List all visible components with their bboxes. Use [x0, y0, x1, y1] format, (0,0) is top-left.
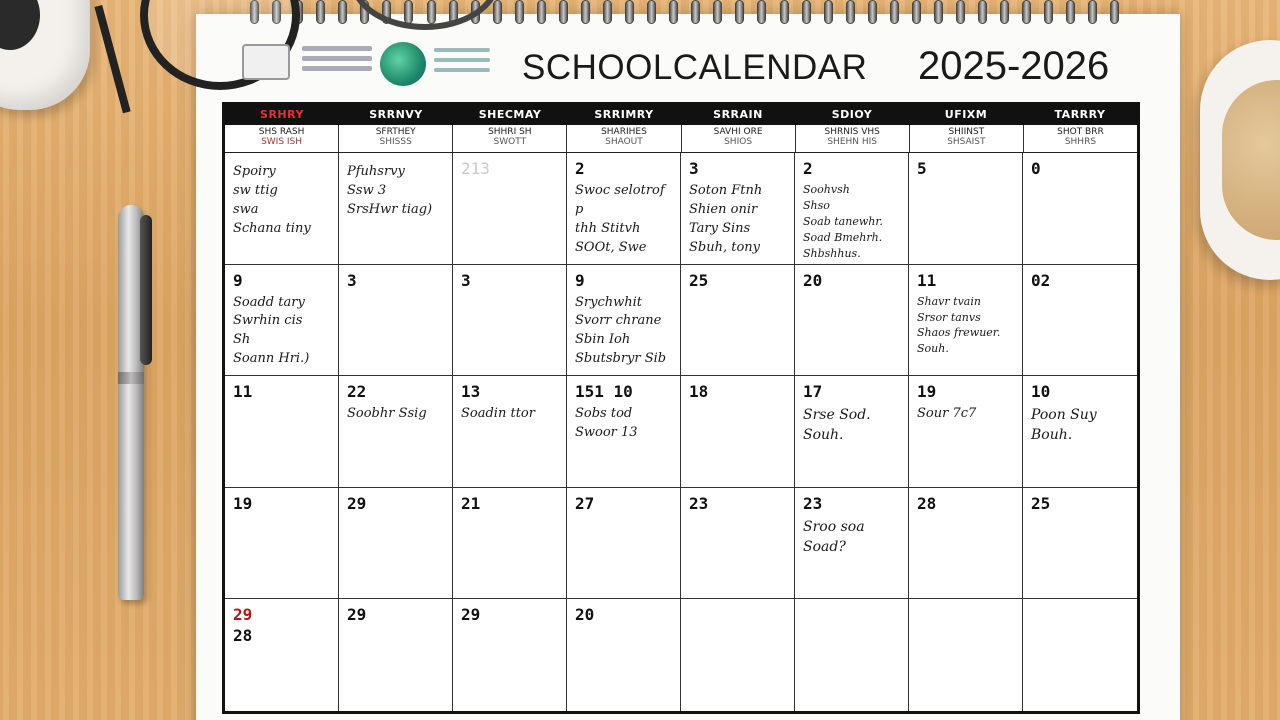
day-number: 29 [347, 493, 367, 513]
subheader-line1: SHIINST [948, 127, 985, 137]
day-number: 213 [461, 159, 490, 178]
day-cell[interactable] [681, 153, 795, 265]
day-number: 17 [803, 382, 823, 402]
spiral-ring [780, 0, 789, 24]
day-cell[interactable] [909, 265, 1023, 377]
day-number: 5 [917, 159, 927, 178]
day-note: Soton Ftnh Shien onir Tary Sins Sbuh, tony [689, 183, 763, 255]
subheader-line2: SWIS ISH [261, 136, 303, 147]
weekday-header: SRRNVY [369, 108, 423, 121]
spiral-ring [603, 0, 612, 24]
spiral-ring [493, 0, 502, 24]
spiral-ring [846, 0, 855, 24]
weekday-subheader [567, 125, 681, 152]
day-note: Poon Suy Bouh. [1031, 407, 1097, 444]
globe-logo-icon [380, 42, 426, 86]
spiral-ring [647, 0, 656, 24]
weekday-subheader [339, 125, 453, 152]
day-number: 29 [233, 605, 253, 625]
day-cell[interactable] [795, 265, 909, 377]
calendar-weeks [225, 153, 1137, 711]
day-number: 9 [575, 270, 585, 290]
day-cell[interactable] [567, 376, 681, 488]
day-number: 22 [347, 382, 367, 402]
spiral-ring [934, 0, 943, 24]
day-cell[interactable] [795, 488, 909, 600]
weekday-header: SRRAIN [713, 108, 763, 121]
weekday-subheader [453, 125, 567, 152]
mug-icon [0, 0, 90, 110]
day-cell[interactable] [1023, 153, 1137, 265]
subheader-line1: SHS RASH [258, 127, 305, 137]
day-note: Sroo soa Soad? [803, 518, 865, 556]
weekday-subheader [682, 125, 796, 152]
day-cell[interactable] [681, 599, 795, 711]
day-cell[interactable] [453, 153, 567, 265]
day-note: Soohvsh Shso Soab tanewhr. Soad Bmehrh. Shbshhus. [803, 183, 883, 260]
day-cell[interactable] [1023, 376, 1137, 488]
day-cell[interactable] [1023, 599, 1137, 711]
day-cell[interactable] [1023, 488, 1137, 600]
school-logo [242, 42, 492, 86]
weekday-header-bar [225, 105, 1137, 125]
day-number: 20 [575, 605, 595, 625]
day-number: 10 [1031, 382, 1051, 402]
day-cell[interactable] [225, 488, 339, 600]
day-note: Sour 7c7 [917, 406, 977, 422]
spiral-ring [537, 0, 546, 24]
day-cell[interactable] [453, 599, 567, 711]
spiral-ring [1110, 0, 1119, 24]
day-number: 25 [1031, 493, 1051, 513]
weekday-subheader-row [225, 125, 1137, 153]
weekday-header: SHECMAY [478, 108, 542, 121]
day-number: 13 [461, 382, 481, 402]
day-number: 29 [461, 605, 481, 625]
crest-icon [242, 44, 290, 80]
day-cell[interactable] [795, 376, 909, 488]
day-number: 11 [233, 382, 253, 402]
day-cell[interactable] [681, 376, 795, 488]
subheader-line1: SHARIHES [601, 127, 647, 137]
spiral-ring [581, 0, 590, 24]
weekday-subheader [910, 125, 1024, 152]
day-cell[interactable] [339, 265, 453, 377]
subheader-line2: SHHRS [1064, 136, 1097, 147]
spiral-ring [338, 0, 347, 24]
calendar-title: SCHOOLCALENDAR [522, 48, 868, 87]
day-cell[interactable] [909, 488, 1023, 600]
pen-clip [140, 215, 152, 365]
day-number: 9 [233, 270, 243, 290]
day-cell[interactable] [225, 599, 339, 711]
spiral-ring [1044, 0, 1053, 24]
day-cell[interactable] [567, 488, 681, 600]
day-number: 27 [575, 493, 595, 513]
day-cell[interactable] [339, 376, 453, 488]
spiral-ring [1088, 0, 1097, 24]
day-number: 18 [689, 382, 709, 402]
spiral-ring [802, 0, 811, 24]
day-number-secondary: 28 [233, 626, 253, 646]
day-note: Srse Sod. Souh. [803, 407, 871, 444]
spiral-ring [691, 0, 700, 24]
spiral-ring [713, 0, 722, 24]
day-cell[interactable] [909, 376, 1023, 488]
day-cell[interactable] [681, 265, 795, 377]
day-number: 23 [689, 493, 709, 513]
day-cell[interactable] [1023, 265, 1137, 377]
day-note: Shavr tvain Srsor tanvs Shaos frewuer. Souh. [917, 294, 1001, 356]
subheader-line1: SFRTHEY [375, 127, 416, 137]
day-cell[interactable] [909, 599, 1023, 711]
day-note: Soobhr Ssig [347, 406, 427, 422]
day-cell[interactable] [453, 265, 567, 377]
day-number: 19 [233, 493, 253, 513]
day-cell[interactable] [567, 153, 681, 265]
day-note: Soadin ttor [461, 406, 535, 422]
spiral-ring [1022, 0, 1031, 24]
day-cell[interactable] [453, 488, 567, 600]
day-cell[interactable] [567, 265, 681, 377]
spiral-ring [1000, 0, 1009, 24]
spiral-ring [978, 0, 987, 24]
day-number: 28 [917, 493, 937, 513]
day-cell[interactable] [909, 153, 1023, 265]
subheader-line1: SHRNIS VHS [824, 127, 880, 137]
calendar-year: 2025-2026 [918, 44, 1110, 88]
day-note: Spoiry sw ttig swa Schana tiny [233, 164, 311, 236]
day-cell[interactable] [567, 599, 681, 711]
logo-text-lines-2 [434, 48, 490, 78]
day-number: 02 [1031, 270, 1051, 290]
day-note: Pfuhsrvy Ssw 3 SrsHwr tiag) [347, 164, 433, 217]
day-cell[interactable] [225, 376, 339, 488]
spiral-ring [735, 0, 744, 24]
day-number: 29 [347, 605, 367, 625]
spiral-ring [757, 0, 766, 24]
day-number: 20 [803, 270, 823, 290]
day-number: 11 [917, 270, 937, 290]
spiral-ring [890, 0, 899, 24]
day-cell[interactable] [339, 488, 453, 600]
pen-band [118, 372, 144, 384]
spiral-ring [1066, 0, 1075, 24]
subheader-line1: SHHRI SH [488, 127, 532, 137]
logo-text-lines [302, 46, 372, 76]
subheader-line1: SAVHI ORE [713, 127, 763, 137]
spiral-ring [515, 0, 524, 24]
subheader-line1: SHOT BRR [1057, 127, 1104, 137]
spiral-ring [912, 0, 921, 24]
day-cell[interactable] [225, 265, 339, 377]
day-number: 3 [461, 270, 471, 290]
weekday-header: SRHRY [260, 108, 304, 121]
weekday-header: SDIOY [831, 108, 873, 121]
weekday-subheader [1024, 125, 1137, 152]
subheader-line2: SHAOUT [605, 136, 643, 147]
day-number: 151 10 [575, 382, 633, 402]
day-note: Soadd tary Swrhin cis Sh Soann Hri.) [233, 294, 310, 367]
day-cell[interactable] [453, 376, 567, 488]
day-note: Srychwhit Svorr chrane Sbin Ioh Sbutsbryr Sib [575, 294, 667, 367]
subheader-line2: SHIOS [724, 136, 753, 147]
spiral-ring [316, 0, 325, 24]
day-note: Sobs tod Swoor 13 [575, 406, 638, 441]
weekday-subheader [796, 125, 910, 152]
spiral-ring [824, 0, 833, 24]
calendar-grid [222, 102, 1140, 714]
weekday-header: SRRIMRY [594, 108, 654, 121]
weekday-header: UFIXM [944, 108, 988, 121]
subheader-line2: SHEHN HIS [827, 136, 878, 147]
spiral-ring [559, 0, 568, 24]
spiral-ring [669, 0, 678, 24]
subheader-line2: SHSAIST [947, 136, 986, 147]
day-number: 3 [689, 159, 699, 178]
day-number: 19 [917, 382, 937, 402]
day-cell[interactable] [339, 153, 453, 265]
day-note: Swoc selotrof p thh Stitvh SOOt, Swe [575, 183, 665, 255]
day-cell[interactable] [339, 599, 453, 711]
subheader-line2: SWOTT [493, 136, 527, 147]
day-cell[interactable] [795, 153, 909, 265]
day-number: 21 [461, 493, 481, 513]
day-cell[interactable] [681, 488, 795, 600]
spiral-ring [956, 0, 965, 24]
spiral-ring [868, 0, 877, 24]
day-number: 3 [347, 270, 357, 290]
day-number: 23 [803, 493, 823, 513]
day-cell[interactable] [225, 153, 339, 265]
coffee-cup-icon [1200, 40, 1280, 280]
weekday-subheader [225, 125, 339, 152]
subheader-line2: SHISSS [379, 136, 412, 147]
day-number: 0 [1031, 159, 1041, 178]
day-number: 2 [803, 159, 813, 178]
day-cell[interactable] [795, 599, 909, 711]
day-number: 25 [689, 270, 709, 290]
weekday-header: TARRRY [1054, 108, 1106, 121]
spiral-ring [625, 0, 634, 24]
day-number: 2 [575, 159, 585, 178]
